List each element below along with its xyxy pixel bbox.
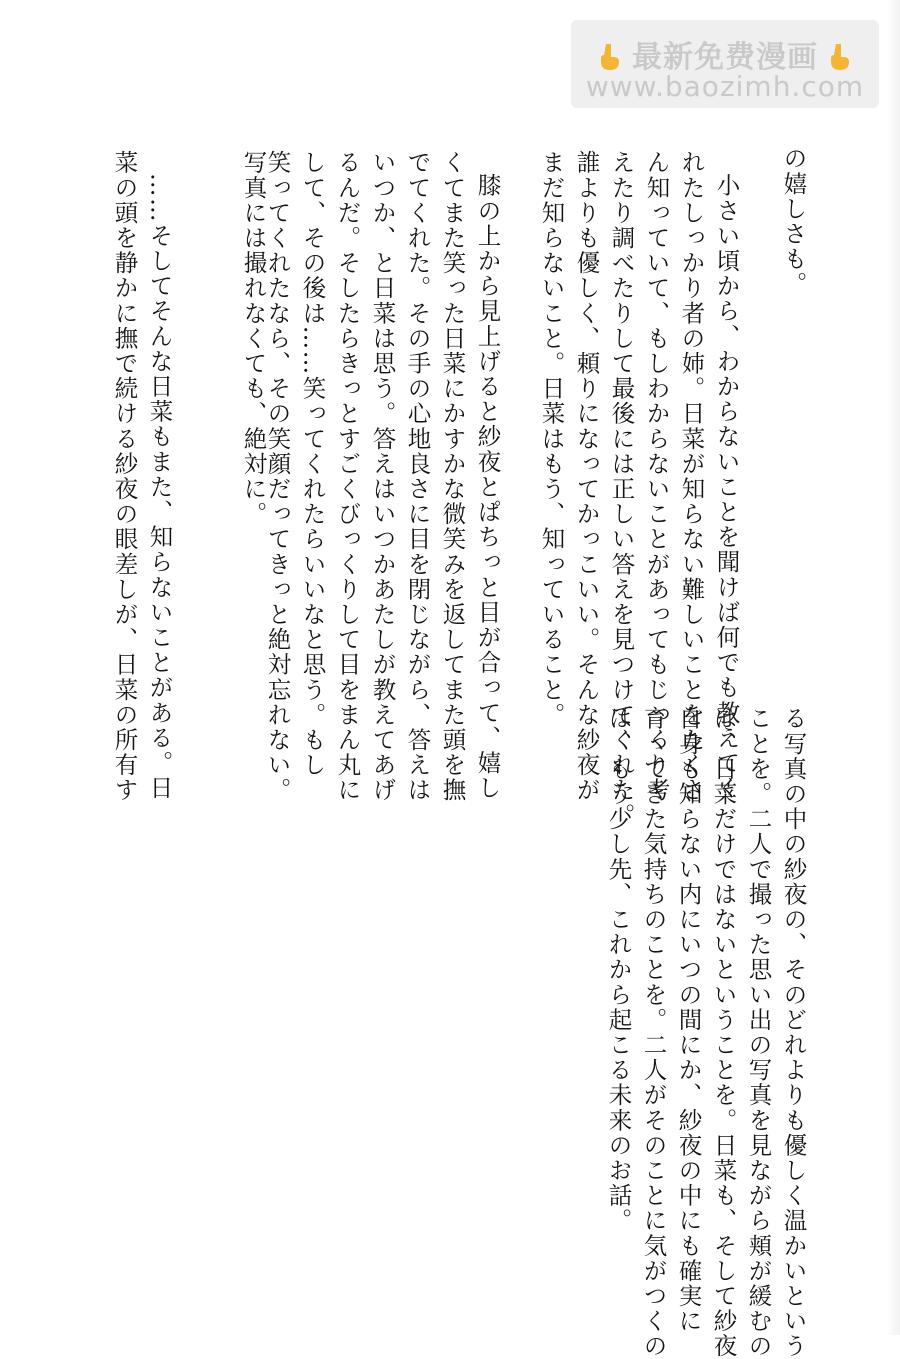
text-column: 菜の頭を静かに撫で続ける紗夜の眼差しが、日菜の所有す bbox=[110, 150, 139, 803]
pointing-down-hand-icon bbox=[829, 42, 851, 72]
text-column: 育ってきた気持ちのことを。二人がそのことに気がつくの bbox=[639, 706, 668, 1359]
text-column: ……そしてそんな日菜もまた、知らないことがある。日 bbox=[145, 173, 174, 801]
text-column: 膝の上から見上げると紗夜とぱちっと目が合って、嬉し bbox=[473, 173, 502, 801]
text-column: ことを。二人で撮った思い出の写真を見ながら頬が緩むの bbox=[744, 706, 773, 1359]
text-column: 写真には撮れなくても、絶対に。 bbox=[239, 150, 268, 527]
pointing-down-hand-icon bbox=[599, 42, 621, 72]
text-column: して、その後は……笑ってくれたらいいなと思う。もし bbox=[298, 150, 327, 778]
page-edge-shadow bbox=[886, 0, 900, 1335]
text-column: いつか、と日菜は思う。答えはいつかあたしが教えてあげ bbox=[368, 150, 397, 803]
text-column: くてまた笑った日菜にかすかな微笑みを返してまた頭を撫 bbox=[438, 150, 467, 803]
text-column: ん知っていて、もしわからないことがあってもじっくり考 bbox=[642, 150, 671, 803]
text-column: 誰よりも優しく、頼りになってかっこいい。そんな紗夜が bbox=[572, 150, 601, 803]
text-column: まだ知らないこと。日菜はもう、知っていること。 bbox=[537, 150, 566, 728]
text-column: 小さい頃から、わからないことを聞けば何でも教えてく bbox=[712, 173, 741, 801]
text-column: は、もう少し先、これから起こる未来のお話。 bbox=[604, 706, 633, 1234]
text-column: る写真の中の紗夜の、そのどれよりも優しく温かいという bbox=[779, 706, 808, 1359]
watermark-url: www.baozimh.com bbox=[585, 70, 865, 103]
watermark-title: 最新免费漫画 bbox=[632, 40, 818, 75]
text-column: の嬉しさも。 bbox=[779, 146, 808, 297]
text-column: るんだ。そしたらきっとすごくびっくりして目をまん丸に bbox=[333, 150, 362, 803]
text-column: 自身も知らない内にいつの間にか、紗夜の中にも確実に bbox=[674, 706, 703, 1334]
text-column: でてくれた。その手の心地良さに目を閉じながら、答えは bbox=[403, 150, 432, 803]
text-column: は、日菜だけではないということを。日菜も、そして紗夜 bbox=[709, 706, 738, 1359]
text-column: えたり調べたりして最後には正しい答えを見つけてくれた。 bbox=[607, 150, 636, 828]
text-column: れたしっかり者の姉。日菜が知らない難しいことをたくさ bbox=[677, 150, 706, 803]
text-column: 笑ってくれたなら、その笑顔だってきっと絶対忘れない。 bbox=[263, 150, 292, 803]
watermark-banner bbox=[571, 20, 879, 108]
